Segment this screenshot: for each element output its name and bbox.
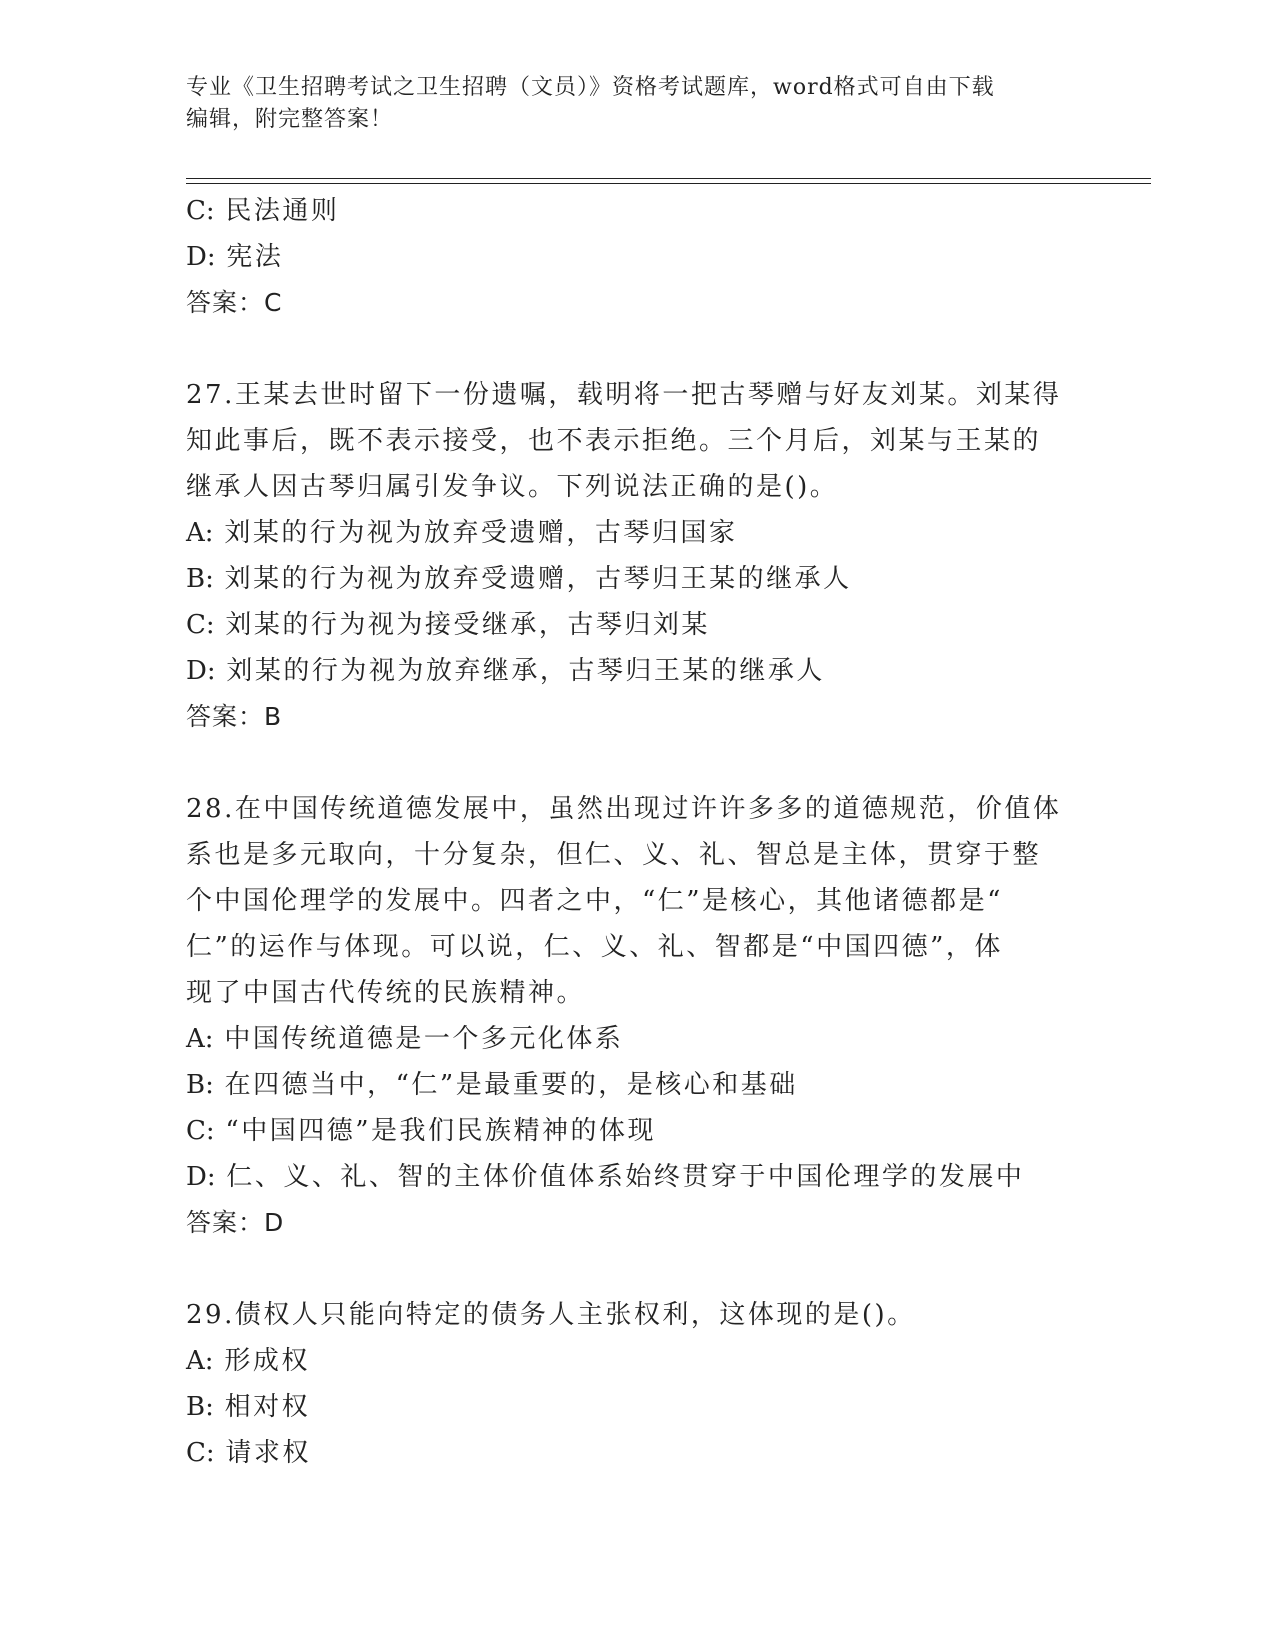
header-divider-top xyxy=(186,178,1151,179)
question-29 xyxy=(186,1292,1086,1476)
document-header xyxy=(186,72,1066,136)
header-line-1: 专业《卫生招聘考试之卫生招聘（文员）》资格考试题库，word格式可自由下载 xyxy=(186,75,995,100)
option-d: D: 宪法 xyxy=(186,242,284,272)
answer-text: 答案：D xyxy=(186,1208,285,1237)
option-c: C: 请求权 xyxy=(186,1438,311,1468)
question-stem: 29.债权人只能向特定的债务人主张权利，这体现的是()。 xyxy=(186,1300,916,1330)
question-stem: 27.王某去世时留下一份遗嘱，载明将一把古琴赠与好友刘某。刘某得 知此事后，既不表示接受，也不表示拒绝。三个月后，刘某与王某的 继承人因古琴归属引发争议。下列说法正确的是()。 xyxy=(186,380,1062,502)
header-line-2: 编辑，附完整答案！ xyxy=(186,107,394,132)
question-stem: 28.在中国传统道德发展中，虽然出现过许许多多的道德规范，价值体 系也是多元取向，十分复杂，但仁、义、礼、智总是主体，贯穿于整 个中国伦理学的发展中。四者之中，“仁”是核心，其他诸德都是“ 仁”的运作与体现。可以说，仁、义、礼、智都是“中国四德”，体 现了中国古代传统的民族精神。 xyxy=(186,794,1062,1008)
spacer xyxy=(186,1246,1086,1292)
option-b: B: 刘某的行为视为放弃受遗赠，古琴归王某的继承人 xyxy=(186,564,852,594)
question-list xyxy=(186,188,1086,1476)
option-a: A: 形成权 xyxy=(186,1346,310,1376)
option-d: D: 刘某的行为视为放弃继承，古琴归王某的继承人 xyxy=(186,656,825,686)
answer-text: 答案：C xyxy=(186,288,283,317)
question-28 xyxy=(186,786,1086,1246)
option-c: C: “中国四德”是我们民族精神的体现 xyxy=(186,1116,657,1146)
spacer xyxy=(186,740,1086,786)
answer-text: 答案：B xyxy=(186,702,283,731)
option-d: D: 仁、义、礼、智的主体价值体系始终贯穿于中国伦理学的发展中 xyxy=(186,1162,1025,1192)
option-b: B: 在四德当中，“仁”是最重要的，是核心和基础 xyxy=(186,1070,798,1100)
prev-question xyxy=(186,188,1086,326)
option-a: A: 中国传统道德是一个多元化体系 xyxy=(186,1024,624,1054)
option-c: C: 刘某的行为视为接受继承，古琴归刘某 xyxy=(186,610,710,640)
question-27 xyxy=(186,372,1086,740)
spacer xyxy=(186,326,1086,372)
option-c: C: 民法通则 xyxy=(186,196,340,226)
option-b: B: 相对权 xyxy=(186,1392,311,1422)
option-a: A: 刘某的行为视为放弃受遗赠，古琴归国家 xyxy=(186,518,738,548)
header-divider-bottom xyxy=(186,183,1151,184)
